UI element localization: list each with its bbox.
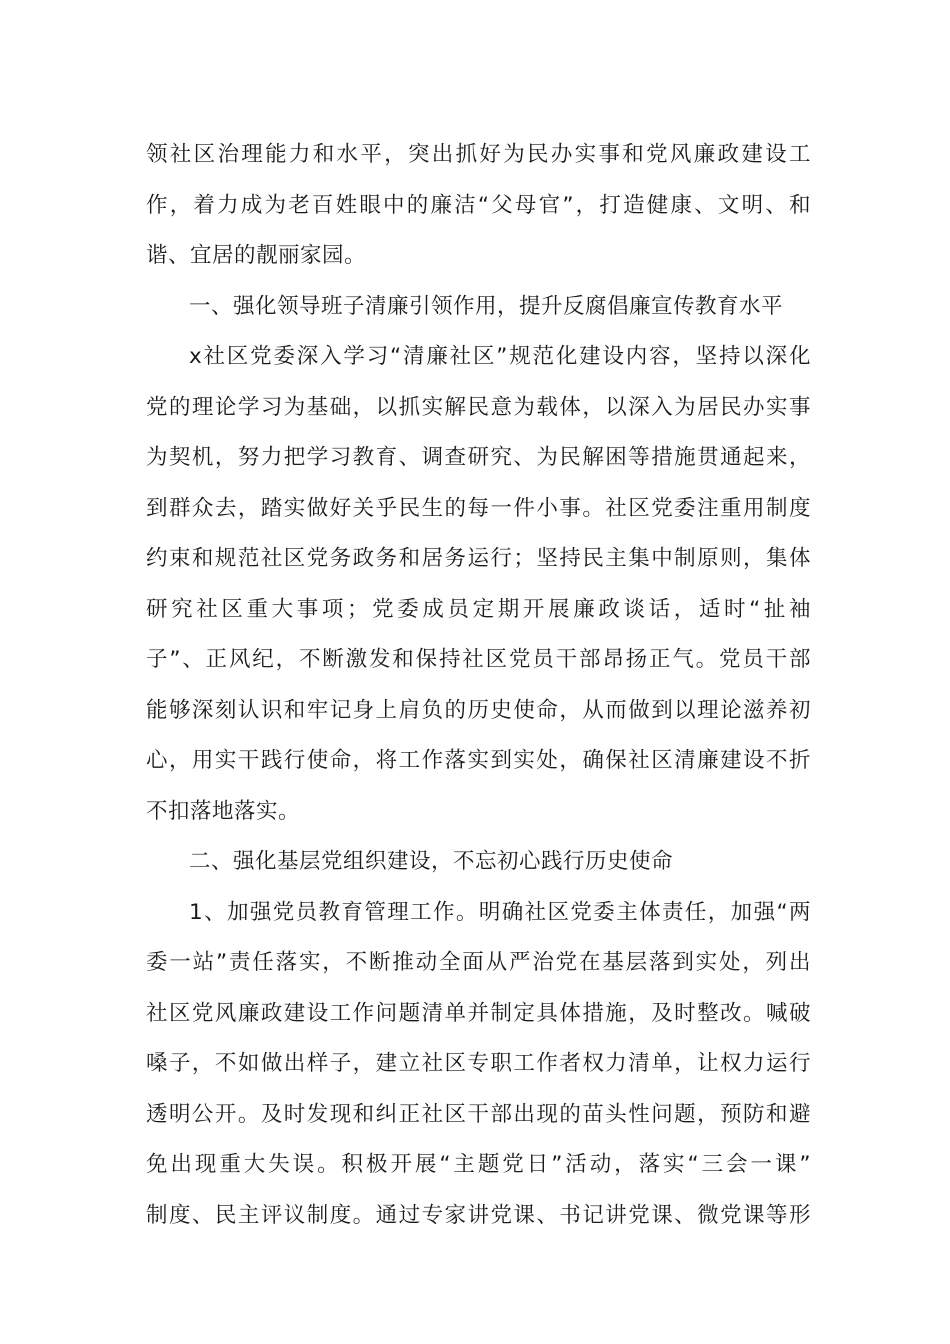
heading-line: 二、强化基层党组织建设，不忘初心践行历史使命 [189, 849, 674, 874]
paragraph-intro-continuation [146, 130, 811, 282]
text-line: 1、加强党员教育管理工作。明确社区党委主体责任，加强“两 [189, 899, 811, 925]
text-line: 透明公开。及时发现和纠正社区干部出现的苗头性问题，预防和避 [146, 1101, 811, 1127]
text-line: 作，着力成为老百姓眼中的廉洁“父母官”，打造健康、文明、和 [146, 192, 811, 218]
text-line: 委一站”责任落实，不断推动全面从严治党在基层落到实处，列出 [146, 950, 811, 975]
text-line: 领社区治理能力和水平，突出抓好为民办实事和党风廉政建设工 [146, 142, 811, 167]
text-line: 免出现重大失误。积极开展“主题党日”活动，落实“三会一课” [146, 1152, 811, 1177]
paragraph-section-1-body [146, 332, 811, 837]
paragraph-section-2-item-1 [146, 888, 811, 1242]
text-line: x社区党委深入学习“清廉社区”规范化建设内容，坚持以深化 [189, 344, 811, 369]
text-line: 为契机，努力把学习教育、调查研究、为民解困等措施贯通起来， [146, 445, 811, 470]
document-body [146, 130, 811, 1241]
text-line: 到群众去，踏实做好关乎民生的每一件小事。社区党委注重用制度 [146, 495, 811, 521]
text-line: 党的理论学习为基础，以抓实解民意为载体，以深入为居民办实事 [146, 394, 811, 420]
heading-line: 一、强化领导班子清廉引领作用，提升反腐倡廉宣传教育水平 [189, 293, 784, 319]
text-line: 谐、宜居的靓丽家园。 [146, 243, 367, 268]
text-line: 约束和规范社区党务政务和居务运行；坚持民主集中制原则，集体 [146, 546, 811, 571]
text-line: 能够深刻认识和牢记身上肩负的历史使命，从而做到以理论滋养初 [146, 697, 811, 723]
section-heading-2 [146, 837, 811, 888]
text-line: 子”、正风纪，不断激发和保持社区党员干部昂扬正气。党员干部 [146, 647, 811, 672]
text-line: 研究社区重大事项；党委成员定期开展廉政谈话，适时“扯袖 [146, 596, 811, 622]
text-line: 心，用实干践行使命，将工作落实到实处，确保社区清廉建设不折 [146, 748, 811, 773]
text-line: 社区党风廉政建设工作问题清单并制定具体措施，及时整改。喊破 [146, 1000, 811, 1026]
text-line: 制度、民主评议制度。通过专家讲党课、书记讲党课、微党课等形 [146, 1202, 811, 1228]
text-line: 嗓子，不如做出样子，建立社区专职工作者权力清单，让权力运行 [146, 1051, 811, 1076]
text-line: 不扣落地落实。 [146, 798, 301, 824]
section-heading-1 [146, 282, 811, 333]
